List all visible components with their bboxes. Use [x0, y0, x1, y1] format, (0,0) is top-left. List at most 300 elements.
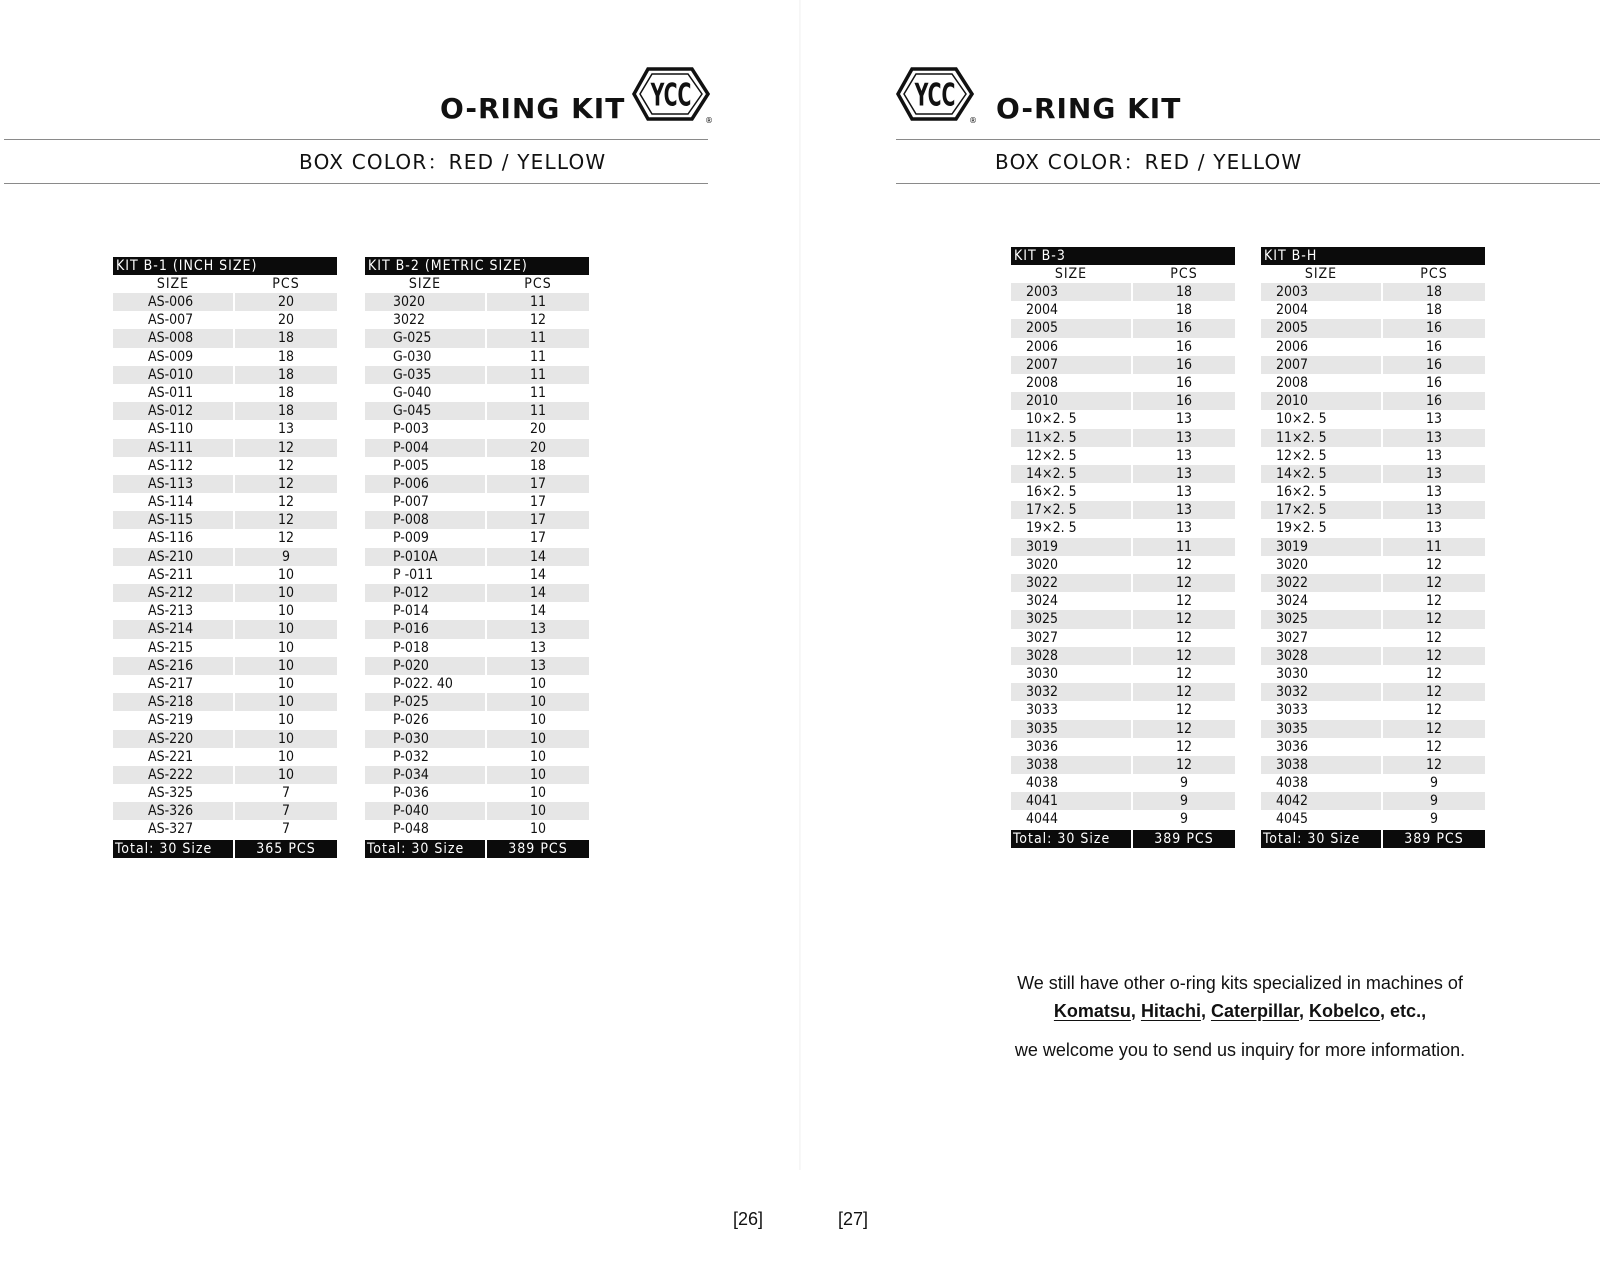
pcs-cell: 12 — [277, 494, 295, 511]
size-cell: 3028 — [1261, 647, 1381, 665]
table-row — [113, 766, 337, 784]
table-row — [365, 784, 589, 802]
pcs-cell: 13 — [277, 421, 295, 438]
size-cell: 3032 — [1261, 683, 1381, 701]
svg-text:YCC: YCC — [914, 77, 956, 114]
table-row — [365, 675, 589, 693]
table-row — [1261, 538, 1485, 556]
pcs-cell: 13 — [487, 657, 589, 675]
brand-name: Komatsu — [1053, 1001, 1131, 1021]
table-row — [1011, 483, 1235, 501]
size-cell: 2010 — [1261, 392, 1381, 410]
table-row — [365, 293, 589, 311]
size-cell: AS-220 — [113, 730, 233, 748]
pcs-cell: 9 — [1383, 792, 1485, 810]
svg-text:®: ® — [705, 116, 713, 125]
size-cell: P-010A — [365, 548, 485, 566]
table-row — [1011, 574, 1235, 592]
pcs-cell: 10 — [235, 730, 337, 748]
pcs-cell: 12 — [1133, 683, 1235, 701]
pcs-cell: 17 — [529, 494, 547, 511]
pcs-cell: 11 — [1133, 538, 1235, 556]
table-row — [113, 457, 337, 475]
pcs-cell: 12 — [1425, 665, 1443, 682]
pcs-cell: 12 — [1133, 756, 1235, 774]
table-row — [1261, 519, 1485, 537]
pcs-cell: 12 — [1383, 720, 1485, 738]
size-cell: AS-010 — [113, 366, 233, 384]
pcs-cell: 13 — [1175, 411, 1193, 428]
table-row — [1011, 301, 1235, 319]
size-cell: 4038 — [1026, 775, 1059, 792]
pcs-cell: 13 — [1133, 501, 1235, 519]
table-row — [113, 511, 337, 529]
table-row — [1011, 465, 1235, 483]
kit-title: KIT B-3 — [1011, 247, 1235, 265]
kit-title: KIT B-H — [1261, 247, 1485, 265]
size-cell: P-036 — [393, 785, 429, 802]
size-cell: 3027 — [1276, 629, 1309, 646]
table-row — [1261, 610, 1485, 628]
pcs-cell: 12 — [1175, 665, 1193, 682]
pcs-cell: 13 — [1425, 484, 1443, 501]
pcs-cell: 13 — [1383, 429, 1485, 447]
size-cell: 17×2. 5 — [1011, 501, 1131, 519]
table-row — [365, 566, 589, 584]
size-cell: P-009 — [393, 530, 429, 547]
size-cell: 3036 — [1276, 738, 1309, 755]
pcs-cell: 20 — [529, 421, 547, 438]
col-pcs-header: PCS — [272, 276, 300, 292]
col-pcs-header: PCS — [1170, 266, 1198, 282]
pcs-cell: 10 — [277, 675, 295, 692]
table-row — [1011, 720, 1235, 738]
pcs-cell: 7 — [281, 785, 290, 802]
table-row — [113, 639, 337, 657]
size-cell: 2003 — [1261, 283, 1381, 301]
pcs-cell: 13 — [1383, 465, 1485, 483]
table-row — [1011, 647, 1235, 665]
size-cell: P-006 — [365, 475, 485, 493]
table-row — [1261, 665, 1485, 683]
table-row — [113, 493, 337, 511]
pcs-cell: 12 — [1383, 683, 1485, 701]
table-row — [113, 693, 337, 711]
size-cell: 4045 — [1276, 811, 1309, 828]
table-row — [1261, 756, 1485, 774]
table-row — [113, 311, 337, 329]
pcs-cell: 11 — [487, 366, 589, 384]
pcs-cell: 10 — [487, 802, 589, 820]
size-cell: 19×2. 5 — [1026, 520, 1077, 537]
note-line-1: We still have other o-ring kits specialized in machines of — [1017, 973, 1463, 993]
size-cell: AS-111 — [113, 439, 233, 457]
table-row — [113, 802, 337, 820]
pcs-cell: 12 — [1175, 593, 1193, 610]
table-row — [1011, 756, 1235, 774]
pcs-cell: 17 — [487, 475, 589, 493]
kit-total-row — [1261, 830, 1485, 848]
pcs-cell: 9 — [1429, 775, 1438, 792]
size-cell: 2010 — [1011, 392, 1131, 410]
pcs-cell: 12 — [1383, 610, 1485, 628]
pcs-cell: 14 — [529, 603, 547, 620]
pcs-cell: 17 — [529, 530, 547, 547]
pcs-cell: 14 — [487, 548, 589, 566]
table-row — [1011, 519, 1235, 537]
table-row — [1011, 283, 1235, 301]
table-row — [1261, 501, 1485, 519]
table-row — [113, 820, 337, 838]
table-row — [113, 348, 337, 366]
pcs-cell: 16 — [1425, 338, 1443, 355]
table-row — [365, 529, 589, 547]
pcs-cell: 12 — [1425, 556, 1443, 573]
table-row — [1011, 538, 1235, 556]
size-cell: 16×2. 5 — [1276, 484, 1327, 501]
size-cell: P-005 — [393, 457, 429, 474]
size-cell: 10×2. 5 — [1026, 411, 1077, 428]
pcs-cell: 16 — [1383, 392, 1485, 410]
pcs-cell: 10 — [529, 712, 547, 729]
table-row — [365, 475, 589, 493]
pcs-cell: 9 — [1179, 811, 1188, 828]
page-number-left: [26] — [733, 1209, 764, 1229]
table-row — [1011, 610, 1235, 628]
size-cell: 3030 — [1026, 665, 1059, 682]
pcs-cell: 13 — [1175, 484, 1193, 501]
pcs-cell: 18 — [235, 402, 337, 420]
pcs-cell: 12 — [1383, 574, 1485, 592]
size-cell: 3038 — [1011, 756, 1131, 774]
table-row — [365, 548, 589, 566]
size-cell: 3020 — [1276, 556, 1309, 573]
pcs-cell: 10 — [235, 620, 337, 638]
pcs-cell: 12 — [1425, 702, 1443, 719]
size-cell: 3025 — [1261, 610, 1381, 628]
col-pcs-header: PCS — [524, 276, 552, 292]
size-cell: 3032 — [1011, 683, 1131, 701]
note-brands-line — [980, 1000, 1500, 1022]
pcs-cell: 10 — [487, 693, 589, 711]
total-pcs-cell: 365 PCS — [235, 840, 337, 858]
size-cell: 14×2. 5 — [1011, 465, 1131, 483]
kit-title: KIT B-2 (METRIC SIZE) — [365, 257, 589, 275]
pcs-cell: 20 — [277, 312, 295, 329]
size-cell: AS-327 — [148, 821, 194, 838]
pcs-cell: 12 — [235, 439, 337, 457]
size-cell: P-003 — [393, 421, 429, 438]
table-row — [1011, 683, 1235, 701]
size-cell: 2008 — [1026, 374, 1059, 391]
box-color-left: BOX COLOR：RED / YELLOW — [299, 150, 607, 174]
table-row — [1261, 447, 1485, 465]
pcs-cell: 12 — [1175, 629, 1193, 646]
table-row — [113, 584, 337, 602]
size-cell: 4038 — [1276, 775, 1309, 792]
pcs-cell: 7 — [235, 802, 337, 820]
size-cell: 3033 — [1026, 702, 1059, 719]
table-row — [1011, 338, 1235, 356]
table-row — [365, 439, 589, 457]
brand-separator: , — [1200, 1001, 1211, 1021]
kit-title: KIT B-1 (INCH SIZE) — [113, 257, 337, 275]
table-row — [1011, 810, 1235, 828]
table-row — [113, 784, 337, 802]
size-cell: AS-113 — [113, 475, 233, 493]
size-cell: AS-009 — [148, 348, 194, 365]
rule-bottom-right — [896, 183, 1600, 184]
size-cell: 2006 — [1026, 338, 1059, 355]
table-row — [113, 748, 337, 766]
pcs-cell: 9 — [1133, 792, 1235, 810]
pcs-cell: 10 — [487, 730, 589, 748]
table-row — [113, 730, 337, 748]
pcs-cell: 9 — [235, 548, 337, 566]
pcs-cell: 10 — [529, 748, 547, 765]
size-cell: G-040 — [393, 384, 432, 401]
size-cell: P-018 — [393, 639, 429, 656]
table-row — [1261, 738, 1485, 756]
size-cell: 2007 — [1261, 356, 1381, 374]
ycc-logo-right — [896, 66, 976, 124]
pcs-cell: 13 — [1133, 465, 1235, 483]
total-size-cell: Total: 30 Size — [113, 840, 233, 858]
size-cell: AS-006 — [113, 293, 233, 311]
table-row — [365, 348, 589, 366]
total-size-cell: Total: 30 Size — [365, 840, 485, 858]
rule-top-right — [896, 139, 1600, 140]
size-cell: AS-212 — [113, 584, 233, 602]
pcs-cell: 18 — [1175, 302, 1193, 319]
pcs-cell: 18 — [1133, 283, 1235, 301]
pcs-cell: 18 — [529, 457, 547, 474]
pcs-cell: 10 — [277, 603, 295, 620]
rule-bottom-left — [4, 183, 708, 184]
table-row — [1261, 556, 1485, 574]
table-row — [1011, 701, 1235, 719]
size-cell: AS-116 — [148, 530, 194, 547]
table-row — [1261, 483, 1485, 501]
pcs-cell: 12 — [1425, 629, 1443, 646]
pcs-cell: 16 — [1383, 356, 1485, 374]
size-cell: 2004 — [1276, 302, 1309, 319]
size-cell: AS-007 — [148, 312, 194, 329]
pcs-cell: 14 — [529, 566, 547, 583]
pcs-cell: 11 — [529, 384, 547, 401]
size-cell: 2004 — [1026, 302, 1059, 319]
svg-text:®: ® — [969, 116, 977, 125]
size-cell: 2005 — [1011, 319, 1131, 337]
size-cell: 12×2. 5 — [1276, 447, 1327, 464]
size-cell: AS-214 — [113, 620, 233, 638]
kit-header-row — [1011, 265, 1235, 283]
pcs-cell: 13 — [1383, 501, 1485, 519]
size-cell: 4041 — [1011, 792, 1131, 810]
size-cell: G-045 — [365, 402, 485, 420]
table-row — [365, 511, 589, 529]
pcs-cell: 14 — [487, 584, 589, 602]
size-cell: AS-210 — [113, 548, 233, 566]
pcs-cell: 12 — [1133, 720, 1235, 738]
table-row — [1261, 301, 1485, 319]
pcs-cell: 18 — [1425, 302, 1443, 319]
pcs-cell: 18 — [235, 329, 337, 347]
table-row — [365, 657, 589, 675]
size-cell: 17×2. 5 — [1261, 501, 1381, 519]
size-cell: 3030 — [1276, 665, 1309, 682]
pcs-cell: 16 — [1383, 319, 1485, 337]
table-row — [1011, 429, 1235, 447]
table-row — [365, 711, 589, 729]
pcs-cell: 13 — [1175, 520, 1193, 537]
table-row — [365, 402, 589, 420]
pcs-cell: 12 — [1133, 610, 1235, 628]
note-line-3: we welcome you to send us inquiry for more information. — [1014, 1040, 1466, 1060]
pcs-cell: 16 — [1133, 319, 1235, 337]
size-cell: AS-218 — [113, 693, 233, 711]
size-cell: P-030 — [365, 730, 485, 748]
size-cell: P-040 — [365, 802, 485, 820]
pcs-cell: 20 — [235, 293, 337, 311]
pcs-cell: 11 — [487, 293, 589, 311]
kit-table-b3 — [1011, 247, 1235, 848]
kit-total-row — [113, 840, 337, 858]
pcs-cell: 13 — [1425, 520, 1443, 537]
kit-header-row — [1261, 265, 1485, 283]
table-row — [113, 548, 337, 566]
brands-suffix: , etc., — [1380, 1001, 1427, 1021]
pcs-cell: 12 — [529, 312, 547, 329]
total-pcs-cell: 389 PCS — [1133, 830, 1235, 848]
table-row — [1261, 592, 1485, 610]
pcs-cell: 10 — [529, 785, 547, 802]
brand-name: Caterpillar — [1210, 1001, 1300, 1021]
size-cell: 2007 — [1011, 356, 1131, 374]
table-row — [113, 620, 337, 638]
size-cell: 10×2. 5 — [1276, 411, 1327, 428]
size-cell: P-004 — [365, 439, 485, 457]
size-cell: 16×2. 5 — [1026, 484, 1077, 501]
table-row — [1261, 774, 1485, 792]
pcs-cell: 12 — [277, 457, 295, 474]
pcs-cell: 10 — [529, 675, 547, 692]
table-row — [1011, 792, 1235, 810]
pcs-cell: 12 — [1383, 647, 1485, 665]
table-row — [113, 366, 337, 384]
pcs-cell: 17 — [487, 511, 589, 529]
size-cell: 3035 — [1011, 720, 1131, 738]
rule-top-left — [4, 139, 708, 140]
table-row — [1261, 429, 1485, 447]
size-cell: AS-221 — [148, 748, 194, 765]
table-row — [1011, 738, 1235, 756]
size-cell: 3020 — [365, 293, 485, 311]
size-cell: 3036 — [1026, 738, 1059, 755]
size-cell: AS-012 — [113, 402, 233, 420]
brand-name: Hitachi — [1140, 1001, 1201, 1021]
size-cell: G-035 — [365, 366, 485, 384]
size-cell: P-026 — [393, 712, 429, 729]
pcs-cell: 12 — [1175, 556, 1193, 573]
pcs-cell: 10 — [235, 657, 337, 675]
table-row — [365, 620, 589, 638]
size-cell: 11×2. 5 — [1261, 429, 1381, 447]
pcs-cell: 10 — [235, 693, 337, 711]
table-row — [1011, 556, 1235, 574]
pcs-cell: 12 — [1133, 574, 1235, 592]
size-cell: 3033 — [1276, 702, 1309, 719]
table-row — [1011, 319, 1235, 337]
brand-separator: , — [1299, 1001, 1310, 1021]
kit-table-b1 — [113, 257, 337, 858]
pcs-cell: 10 — [277, 712, 295, 729]
pcs-cell: 12 — [1425, 738, 1443, 755]
size-cell: 4042 — [1261, 792, 1381, 810]
pcs-cell: 16 — [1175, 374, 1193, 391]
col-size-header: SIZE — [156, 276, 190, 292]
pcs-cell: 12 — [1175, 738, 1193, 755]
kit-header-row — [365, 275, 589, 293]
pcs-cell: 11 — [529, 348, 547, 365]
size-cell: AS-115 — [113, 511, 233, 529]
table-row — [1261, 683, 1485, 701]
size-cell: 3022 — [393, 312, 426, 329]
size-cell: 3022 — [1011, 574, 1131, 592]
table-row — [1011, 447, 1235, 465]
table-row — [1261, 720, 1485, 738]
table-row — [365, 384, 589, 402]
total-size-cell: Total: 30 Size — [1011, 830, 1131, 848]
size-cell: G-025 — [365, 329, 485, 347]
kit-total-row — [365, 840, 589, 858]
pcs-cell: 16 — [1175, 338, 1193, 355]
total-pcs-cell: 389 PCS — [1383, 830, 1485, 848]
size-cell: P-022. 40 — [393, 675, 453, 692]
table-row — [365, 457, 589, 475]
size-cell: AS-216 — [113, 657, 233, 675]
size-cell: AS-011 — [148, 384, 194, 401]
pcs-cell: 12 — [1175, 702, 1193, 719]
table-row — [1261, 338, 1485, 356]
pcs-cell: 10 — [277, 566, 295, 583]
size-cell: 3027 — [1026, 629, 1059, 646]
table-row — [113, 711, 337, 729]
size-cell: 3024 — [1026, 593, 1059, 610]
table-row — [1261, 701, 1485, 719]
size-cell: 3022 — [1261, 574, 1381, 592]
table-row — [1011, 592, 1235, 610]
pcs-cell: 11 — [487, 402, 589, 420]
size-cell: AS-008 — [113, 329, 233, 347]
size-cell: AS-326 — [113, 802, 233, 820]
pcs-cell: 10 — [487, 766, 589, 784]
pcs-cell: 11 — [487, 329, 589, 347]
table-row — [113, 420, 337, 438]
table-row — [113, 602, 337, 620]
table-row — [113, 439, 337, 457]
page-number-right: [27] — [838, 1209, 869, 1229]
pcs-cell: 13 — [1425, 411, 1443, 428]
col-size-header: SIZE — [1054, 266, 1088, 282]
size-cell: 19×2. 5 — [1276, 520, 1327, 537]
pcs-cell: 11 — [1383, 538, 1485, 556]
pcs-cell: 9 — [1179, 775, 1188, 792]
table-row — [1261, 283, 1485, 301]
col-pcs-header: PCS — [1420, 266, 1448, 282]
size-cell: 2008 — [1276, 374, 1309, 391]
pcs-cell: 16 — [1133, 356, 1235, 374]
